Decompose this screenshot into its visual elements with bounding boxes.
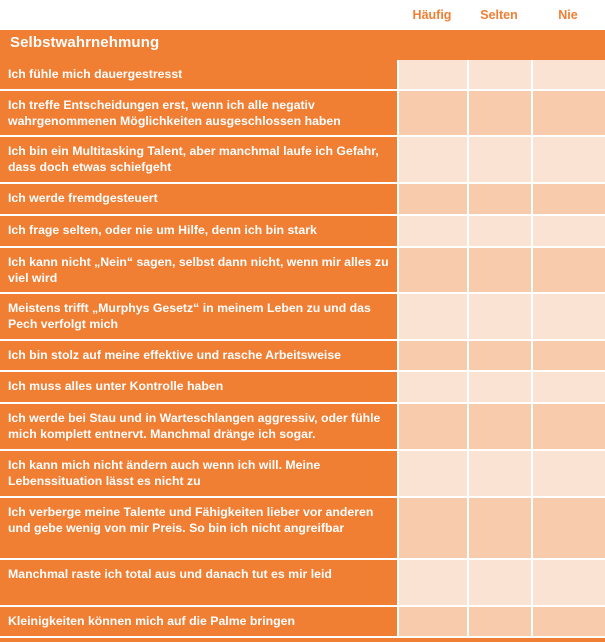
question-text: Ich frage selten, oder nie um Hilfe, denn ich bin stark — [0, 216, 397, 246]
answer-cell-haeufig[interactable] — [397, 216, 467, 246]
answer-cell-nie[interactable] — [531, 91, 605, 135]
answer-cell-selten[interactable] — [467, 137, 531, 182]
table-row — [0, 498, 605, 560]
question-text: Ich verberge meine Talente und Fähigkeiten lieber vor anderen und gebe wenig von mir Preis. So bin ich nicht angreifbar — [0, 498, 397, 558]
answer-cell-haeufig[interactable] — [397, 137, 467, 182]
table-row — [0, 137, 605, 184]
answer-cell-nie[interactable] — [531, 451, 605, 496]
answer-cell-nie[interactable] — [531, 560, 605, 605]
question-rows — [0, 60, 605, 638]
question-text: Ich kann nicht „Nein“ sagen, selbst dann nicht, wenn mir alles zu viel wird — [0, 248, 397, 292]
question-text: Ich bin ein Multitasking Talent, aber manchmal laufe ich Gefahr, dass doch etwas schiefgeht — [0, 137, 397, 182]
answer-cell-nie[interactable] — [531, 216, 605, 246]
question-text: Meistens trifft „Murphys Gesetz“ in meinem Leben zu und das Pech verfolgt mich — [0, 294, 397, 339]
question-text: Ich treffe Entscheidungen erst, wenn ich alle negativ wahrgenommenen Möglichkeiten ausgeschlossen haben — [0, 91, 397, 135]
answer-cell-selten[interactable] — [467, 184, 531, 214]
question-text: Ich bin stolz auf meine effektive und rasche Arbeitsweise — [0, 341, 397, 370]
answer-cell-nie[interactable] — [531, 607, 605, 636]
table-row — [0, 184, 605, 216]
answer-cell-haeufig[interactable] — [397, 184, 467, 214]
answer-cell-nie[interactable] — [531, 294, 605, 339]
answer-cell-selten[interactable] — [467, 404, 531, 449]
table-row — [0, 451, 605, 498]
question-text: Ich kann mich nicht ändern auch wenn ich will. Meine Lebenssituation lässt es nicht zu — [0, 451, 397, 496]
table-row — [0, 91, 605, 137]
answer-cell-haeufig[interactable] — [397, 341, 467, 370]
table-row — [0, 372, 605, 404]
question-text: Kleinigkeiten können mich auf die Palme bringen — [0, 607, 397, 636]
answer-cell-haeufig[interactable] — [397, 294, 467, 339]
table-row — [0, 607, 605, 638]
table-row — [0, 294, 605, 341]
answer-cell-selten[interactable] — [467, 372, 531, 402]
question-text: Ich fühle mich dauergestresst — [0, 60, 397, 89]
table-bottom-border — [0, 638, 605, 642]
answer-cell-haeufig[interactable] — [397, 248, 467, 292]
answer-cell-haeufig[interactable] — [397, 560, 467, 605]
answer-cell-selten[interactable] — [467, 560, 531, 605]
answer-cell-haeufig[interactable] — [397, 498, 467, 558]
answer-cell-selten[interactable] — [467, 341, 531, 370]
answer-cell-nie[interactable] — [531, 372, 605, 402]
answer-cell-selten[interactable] — [467, 294, 531, 339]
table-row — [0, 216, 605, 248]
answer-cell-haeufig[interactable] — [397, 60, 467, 89]
answer-cell-selten[interactable] — [467, 498, 531, 558]
answer-cell-nie[interactable] — [531, 137, 605, 182]
table-row — [0, 341, 605, 372]
answer-cell-haeufig[interactable] — [397, 451, 467, 496]
answer-cell-selten[interactable] — [467, 91, 531, 135]
column-header-nie: Nie — [558, 8, 578, 22]
answer-cell-nie[interactable] — [531, 248, 605, 292]
section-title: Selbstwahrnehmung — [10, 34, 160, 51]
answer-cell-nie[interactable] — [531, 184, 605, 214]
answer-cell-haeufig[interactable] — [397, 404, 467, 449]
answer-cell-selten[interactable] — [467, 60, 531, 89]
table-row — [0, 560, 605, 607]
question-text: Ich werde bei Stau und in Warteschlangen aggressiv, oder fühle mich komplett entnervt. Manchmal dränge ich sogar. — [0, 404, 397, 449]
answer-cell-haeufig[interactable] — [397, 91, 467, 135]
answer-cell-selten[interactable] — [467, 451, 531, 496]
column-header-selten: Selten — [480, 8, 518, 22]
answer-cell-nie[interactable] — [531, 60, 605, 89]
question-text: Ich muss alles unter Kontrolle haben — [0, 372, 397, 402]
answer-cell-haeufig[interactable] — [397, 607, 467, 636]
answer-cell-nie[interactable] — [531, 498, 605, 558]
table-row — [0, 404, 605, 451]
question-text: Ich werde fremdgesteuert — [0, 184, 397, 214]
question-text: Manchmal raste ich total aus und danach tut es mir leid — [0, 560, 397, 605]
column-header-haeufig: Häufig — [412, 8, 452, 22]
table-row — [0, 60, 605, 91]
table-row — [0, 248, 605, 294]
answer-cell-nie[interactable] — [531, 404, 605, 449]
answer-cell-selten[interactable] — [467, 216, 531, 246]
answer-cell-selten[interactable] — [467, 248, 531, 292]
section-title-band — [0, 30, 605, 60]
answer-cell-haeufig[interactable] — [397, 372, 467, 402]
answer-cell-selten[interactable] — [467, 607, 531, 636]
answer-cell-nie[interactable] — [531, 341, 605, 370]
